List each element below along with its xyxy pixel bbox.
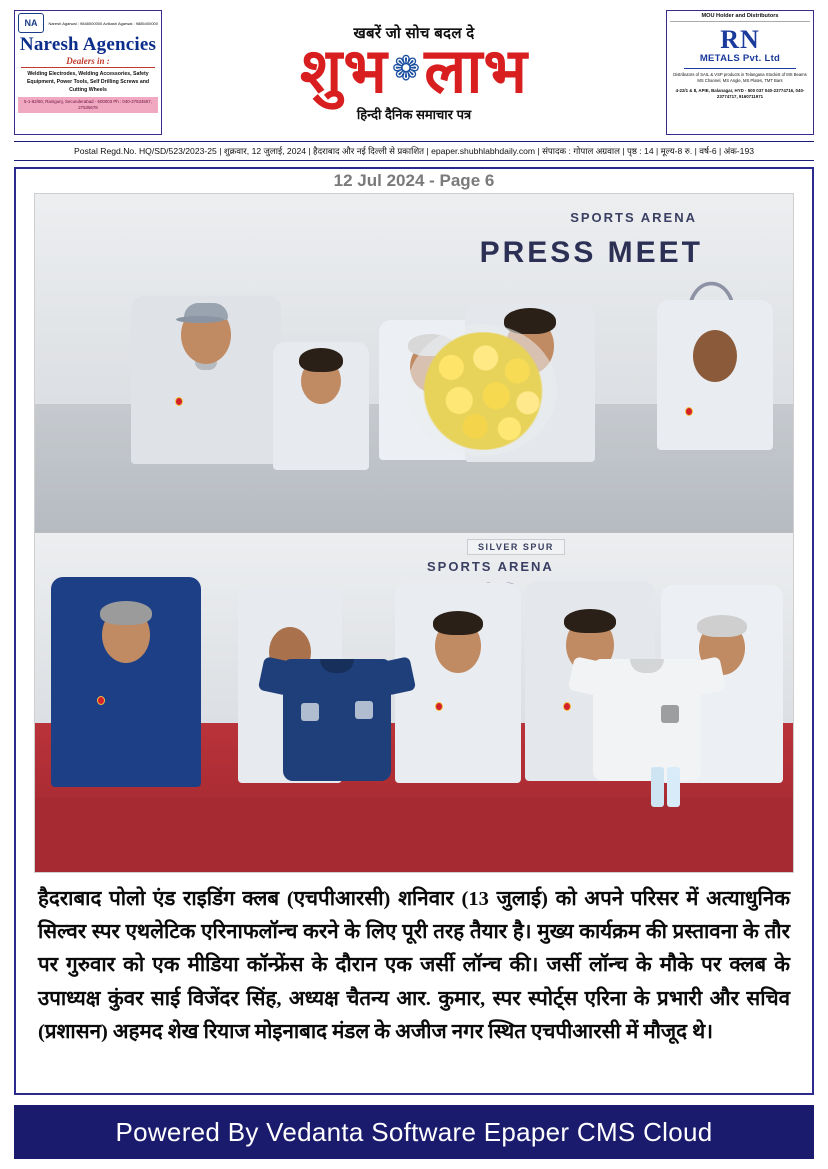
ad-right-description: Distributors of SAIL & VSP products in Telangana Stockist of MS Beams MS Channel, MS Angle, MS Plates, TMT Bars <box>673 72 807 84</box>
person-8-club-logo-icon <box>435 702 443 711</box>
person-10-hair <box>697 615 747 637</box>
jersey-navy-badge-left-icon <box>301 703 319 721</box>
person-8 <box>395 583 521 873</box>
ad-left-header <box>18 13 158 33</box>
banner-photo2-sports-arena-text: SPORTS ARENA <box>427 559 554 574</box>
person-9-hair <box>564 609 616 633</box>
person-6-hair <box>100 601 152 625</box>
jersey-navy-neck <box>320 659 354 673</box>
masthead <box>14 10 814 135</box>
newspaper-title-block <box>168 10 660 135</box>
divider <box>684 68 796 69</box>
person-8-hair <box>433 611 483 635</box>
article-container <box>14 167 814 1095</box>
person-2-hair <box>299 348 343 372</box>
jersey-white <box>593 659 701 781</box>
person-9-club-logo-icon <box>563 702 571 711</box>
bouquet-flowers <box>417 332 549 450</box>
photo-jersey-launch <box>35 532 793 873</box>
jersey-white-badge-icon <box>661 705 679 723</box>
ornament-icon: ❁ <box>391 49 421 88</box>
ad-right-address: 4-22/1 & 8, APIE, Balanagar, HYD - 500 037 040-23774716, 040-23774717, 9160711971 <box>675 88 805 100</box>
person-1 <box>131 296 281 532</box>
article-caption: हैदराबाद पोलो एंड राइडिंग क्लब (एचपीआरसी) शनिवार (13 जुलाई) को अपने परिसर में अत्याधुनिक सिल्वर स्पर एथलेटिक एरिनाफलॉन्च करने के लिए पूरी तरह तैयार है। मुख्य कार्यक्रम की प्रस्तावना के तौर पर गुरुवार को एक मीडिया कॉन्फ्रेंस के दौरान एक जर्सी लॉन्च की। जर्सी लॉन्च के मौके पर क्लब के उपाध्यक्ष कुंवर साई विजेंदर सिंह, अध्यक्ष चैतन्य आर. कुमार, स्पर स्पोर्ट्स एरिना के प्रभारी और सचिव (प्रशासन) अहमद शेख रियाज मोइनाबाद मंडल के अजीज नगर स्थित एचपीआरसी में मौजूद थे। <box>38 888 790 1043</box>
page-date-stamp: 12 Jul 2024 - Page 6 <box>333 171 495 190</box>
footer-text: Powered By Vedanta Software Epaper CMS Cloud <box>115 1116 713 1147</box>
person-2 <box>273 342 369 532</box>
registration-info-bar: Postal Regd.No. HQ/SD/523/2023-25 | शुक्रवार, 12 जुलाई, 2024 | हैदराबाद और नई दिल्ली से प्रकाशित | epaper.shubhlabhdaily.com | संपादक : गोपाल अग्रवाल | पृष्ठ : 14 | मूल्य-8 रु. | वर्ष-6 | अंक-193 <box>14 141 814 161</box>
person-6 <box>51 577 201 873</box>
paper-name-word-2: लाभ <box>424 37 528 106</box>
ad-left-products: Welding Electrodes, Welding Accessories, Safety Equipment, Power Tools, Self Drilling Screws and Cutting Wheels <box>26 71 150 93</box>
ad-left-phones: Naresh Agarwal : 9848000000 Avikash Agarwal : 9885400000 <box>48 20 158 26</box>
person-5-club-logo-icon <box>685 407 693 416</box>
person-5-head <box>693 330 737 382</box>
banner-sports-arena-text: SPORTS ARENA <box>570 210 697 225</box>
paper-name <box>300 37 528 106</box>
ad-right-header: MOU Holder and Distributors <box>670 13 810 22</box>
ad-right-logo-subtitle: METALS Pvt. Ltd <box>699 53 781 64</box>
banner-press-meet-text: PRESS MEET <box>479 236 703 269</box>
ad-left-address: 5-1-62/60, Ranigunj, Secunderabad - 500003 Ph : 040-27534567, 27535678 <box>18 97 158 113</box>
naresh-agencies-logo-icon: NA <box>18 13 44 33</box>
person-1-cap <box>184 303 228 320</box>
paper-name-word-1: शुभ <box>300 37 388 106</box>
ad-left-subtitle: Dealers in : <box>21 56 155 68</box>
tagline: खबरें जो सोच बदल दे <box>353 24 475 42</box>
jersey-navy <box>283 659 391 781</box>
footer-bar <box>14 1105 814 1159</box>
paper-subtitle: हिन्दी दैनिक समाचार पत्र <box>356 106 472 122</box>
water-bottle-2 <box>667 767 680 807</box>
banner-silver-spur-text: SILVER SPUR <box>467 539 565 555</box>
article-photo-group <box>34 193 794 873</box>
rn-metals-logo-icon: RN <box>720 25 760 54</box>
person-5 <box>655 300 775 532</box>
advertisement-left <box>14 10 162 135</box>
person-1-club-logo-icon <box>175 397 183 406</box>
person-6-club-logo-icon <box>97 696 105 705</box>
ad-left-title: Naresh Agencies <box>19 34 157 55</box>
advertisement-right <box>666 10 814 135</box>
water-bottle-1 <box>651 767 664 807</box>
photo-press-meet-bouquet <box>35 194 793 532</box>
jersey-navy-badge-right-icon <box>355 701 373 719</box>
jersey-white-neck <box>630 659 664 673</box>
